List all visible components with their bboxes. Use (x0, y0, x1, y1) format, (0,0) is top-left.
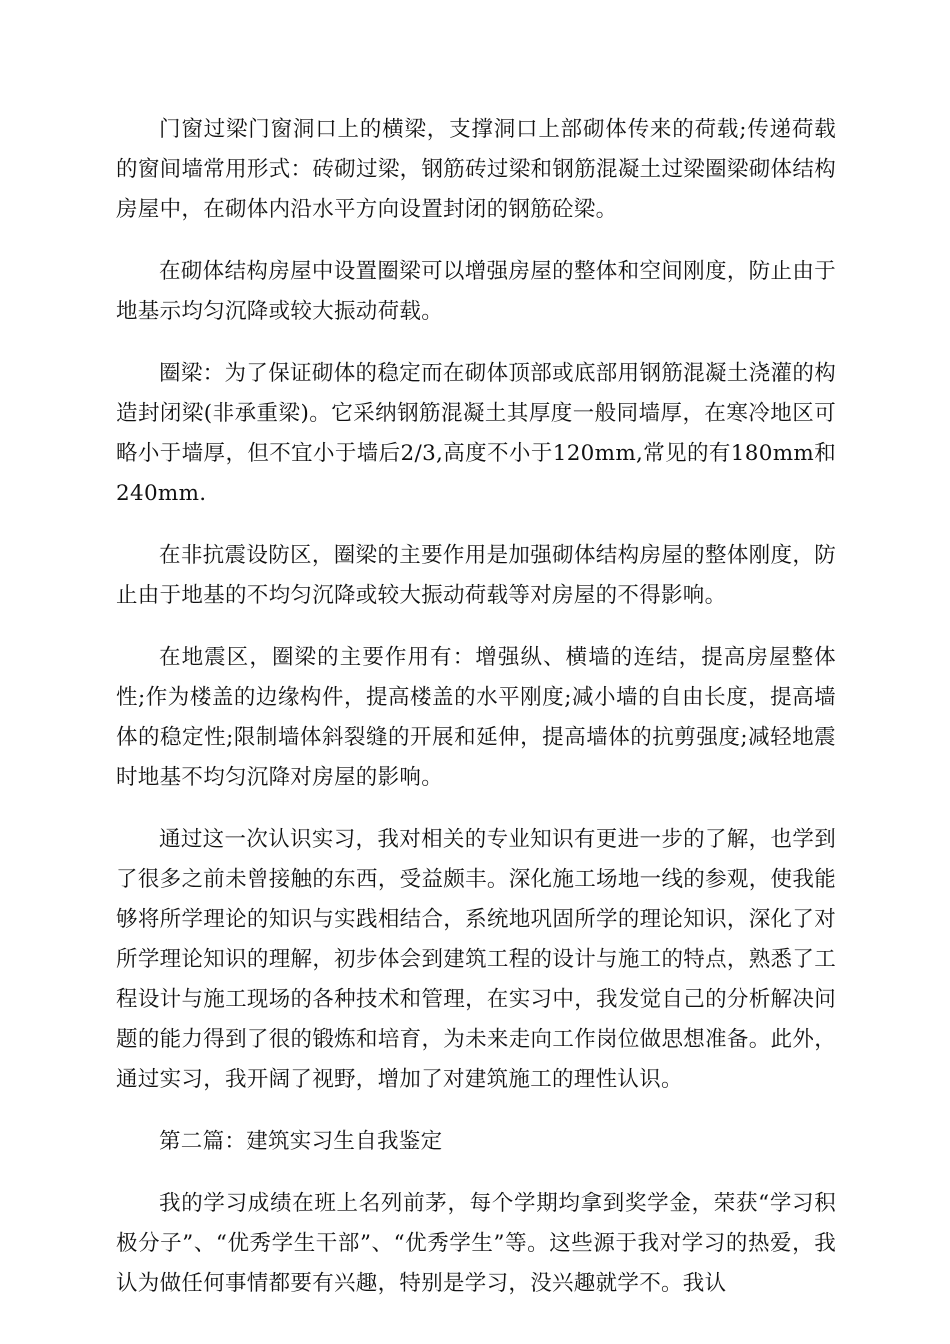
paragraph-ring-beam-definition: 圈梁：为了保证砌体的稳定而在砌体顶部或底部用钢筋混凝土浇灌的构造封闭梁(非承重梁)。它采纳钢筋混凝土其厚度一般同墙厚，在寒冷地区可略小于墙厚，但不宜小于墙后2/3,高度不小于120mm,常见的有180mm和240mm. (116, 361, 836, 506)
paragraph-non-seismic-zone: 在非抗震设防区，圈梁的主要作用是加强砌体结构房屋的整体刚度，防止由于地基的不均匀沉降或较大振动荷载等对房屋的不得影响。 (116, 543, 836, 608)
document-body (116, 110, 836, 1326)
paragraph-self-evaluation: 我的学习成绩在班上名列前茅，每个学期均拿到奖学金，荣获“学习积极分子”、“优秀学生干部”、“优秀学生”等。这些源于我对学习的热爱，我认为做任何事情都要有兴趣，特别是学习，没兴趣就学不。我认 (116, 1191, 836, 1296)
paragraph-internship-summary: 通过这一次认识实习，我对相关的专业知识有更进一步的了解，也学到了很多之前未曾接触的东西，受益颇丰。深化施工场地一线的参观，使我能够将所学理论的知识与实践相结合，系统地巩固所学的理论知识，深化了对所学理论知识的理解，初步体会到建筑工程的设计与施工的特点，熟悉了工程设计与施工现场的各种技术和管理，在实习中，我发觉自己的分析解决问题的能力得到了很的锻炼和培育，为未来走向工作岗位做思想准备。此外，通过实习，我开阔了视野，增加了对建筑施工的理性认识。 (116, 827, 836, 1092)
paragraph-lintel: 门窗过梁门窗洞口上的横梁，支撑洞口上部砌体传来的荷载;传递荷载的窗间墙常用形式：砖砌过梁，钢筋砖过梁和钢筋混凝土过梁圈梁砌体结构房屋中，在砌体内沿水平方向设置封闭的钢筋砼梁。 (116, 117, 836, 222)
section-heading: 第二篇：建筑实习生自我鉴定 (159, 1129, 443, 1154)
paragraph-ring-beam-purpose: 在砌体结构房屋中设置圈梁可以增强房屋的整体和空间刚度，防止由于地基示均匀沉降或较大振动荷载。 (116, 259, 836, 324)
paragraph-seismic-zone: 在地震区，圈梁的主要作用有：增强纵、横墙的连结，提高房屋整体性;作为楼盖的边缘构件，提高楼盖的水平刚度;减小墙的自由长度，提高墙体的稳定性;限制墙体斜裂缝的开展和延伸，提高墙体的抗剪强度;减轻地震时地基不均匀沉降对房屋的影响。 (116, 645, 836, 790)
